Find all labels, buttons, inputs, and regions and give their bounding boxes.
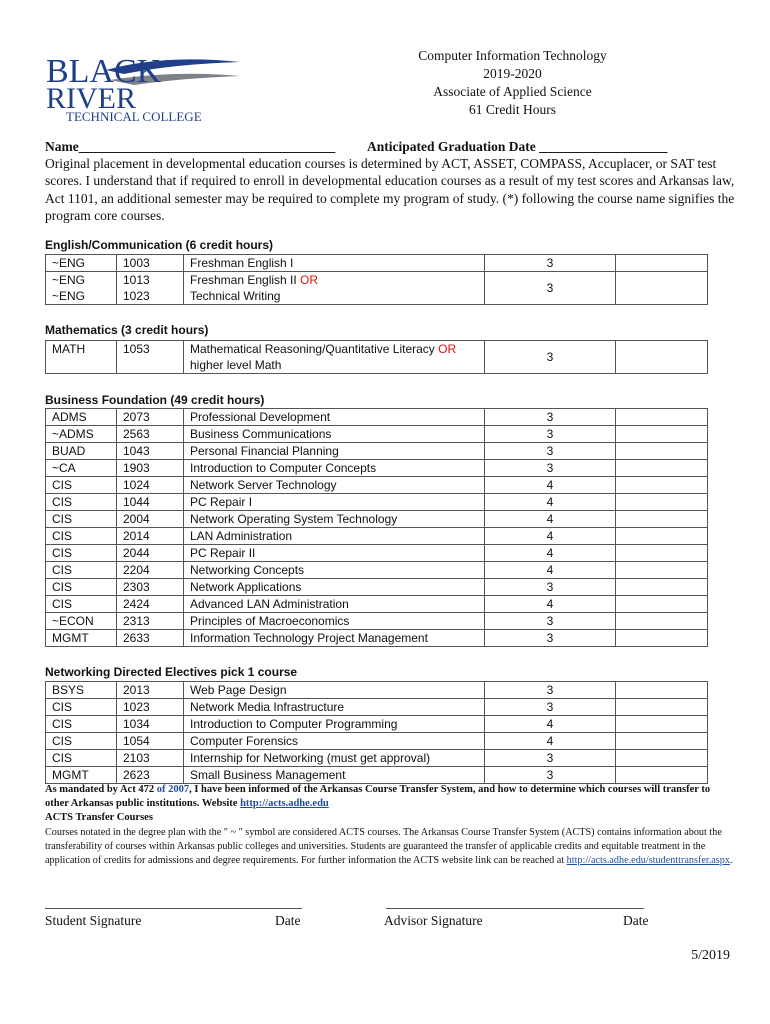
- course-prefix: CIS: [46, 596, 117, 613]
- course-prefix: MATH: [46, 341, 117, 374]
- course-number: 1023: [117, 699, 184, 716]
- course-prefix: [46, 272, 117, 305]
- course-prefix: ~ADMS: [46, 426, 117, 443]
- course-name: [184, 341, 485, 374]
- grade-cell[interactable]: [616, 528, 708, 545]
- course-name: Principles of Macroeconomics: [184, 613, 485, 630]
- course-prefix-b: ~ENG: [52, 289, 86, 303]
- table-row: [46, 767, 708, 784]
- course-prefix: ~ECON: [46, 613, 117, 630]
- math-table: [45, 340, 708, 374]
- grade-cell[interactable]: [616, 682, 708, 699]
- course-name: Networking Concepts: [184, 562, 485, 579]
- course-prefix: CIS: [46, 733, 117, 750]
- course-name: Personal Financial Planning: [184, 443, 485, 460]
- table-row: [46, 682, 708, 699]
- grade-cell[interactable]: [616, 426, 708, 443]
- course-credits: 3: [485, 699, 616, 716]
- course-credits: 3: [485, 460, 616, 477]
- math-section-title: Mathematics (3 credit hours): [45, 323, 209, 337]
- course-number: 1034: [117, 716, 184, 733]
- grade-cell[interactable]: [616, 511, 708, 528]
- course-credits: 4: [485, 716, 616, 733]
- student-signature-line[interactable]: [45, 908, 302, 909]
- grade-cell[interactable]: [616, 767, 708, 784]
- course-prefix: CIS: [46, 494, 117, 511]
- course-credits: 3: [485, 579, 616, 596]
- course-credits: 4: [485, 511, 616, 528]
- table-row: [46, 477, 708, 494]
- table-row: [46, 528, 708, 545]
- student-date-label: Date: [275, 913, 301, 928]
- course-number: 1054: [117, 733, 184, 750]
- table-row: [46, 409, 708, 426]
- grade-cell[interactable]: [616, 272, 708, 305]
- act-text-before: As mandated by Act 472: [45, 784, 157, 795]
- course-credits: 3: [485, 682, 616, 699]
- course-number: 2004: [117, 511, 184, 528]
- course-number: 1903: [117, 460, 184, 477]
- course-name: Network Server Technology: [184, 477, 485, 494]
- grade-cell[interactable]: [616, 255, 708, 272]
- table-row: [46, 613, 708, 630]
- course-prefix: CIS: [46, 716, 117, 733]
- course-prefix: CIS: [46, 528, 117, 545]
- act-year: of 2007: [156, 784, 190, 795]
- program-header: [360, 47, 665, 119]
- table-row: [46, 426, 708, 443]
- table-row: [46, 579, 708, 596]
- course-prefix: ~ENG: [46, 255, 117, 272]
- or-label: OR: [300, 273, 319, 287]
- or-label: OR: [438, 342, 457, 356]
- table-row: [46, 511, 708, 528]
- grade-cell[interactable]: [616, 341, 708, 374]
- course-number: 2014: [117, 528, 184, 545]
- course-number-b: 1023: [123, 289, 150, 303]
- program-degree: Associate of Applied Science: [433, 84, 592, 99]
- table-row: [46, 562, 708, 579]
- business-table: [45, 408, 708, 647]
- course-credits: 4: [485, 733, 616, 750]
- course-name: Information Technology Project Management: [184, 630, 485, 647]
- course-credits: 3: [485, 750, 616, 767]
- course-number: 1024: [117, 477, 184, 494]
- act-text-after: , I have been informed of the Arkansas Course Transfer System, and how to determine which courses will transfer to other Arkansas public institutions. Website: [45, 784, 711, 809]
- course-credits: 3: [485, 767, 616, 784]
- english-table: [45, 254, 708, 305]
- grade-cell[interactable]: [616, 716, 708, 733]
- course-credits: 3: [485, 630, 616, 647]
- grade-cell[interactable]: [616, 460, 708, 477]
- grade-cell[interactable]: [616, 579, 708, 596]
- course-credits: 4: [485, 562, 616, 579]
- course-name: Network Operating System Technology: [184, 511, 485, 528]
- acts-body: [45, 826, 735, 868]
- acts-transfer-link[interactable]: http://acts.adhe.edu/studenttransfer.aspx: [566, 855, 730, 866]
- course-credits: 4: [485, 494, 616, 511]
- table-row: [46, 255, 708, 272]
- course-name: [184, 272, 485, 305]
- grade-cell[interactable]: [616, 477, 708, 494]
- intro-paragraph: Original placement in developmental education courses is determined by ACT, ASSET, COMPASS, Accuplacer, or SAT test scores. I understand that if required to enroll in developmental education courses as a result of my test scores and Arkansas law, Act 1101, an additional semester may be required to complete my program of study. (*) following the course name signifies the program core courses.: [45, 156, 735, 224]
- course-prefix: MGMT: [46, 630, 117, 647]
- grade-cell[interactable]: [616, 733, 708, 750]
- course-name: Small Business Management: [184, 767, 485, 784]
- course-number: [117, 272, 184, 305]
- table-row: [46, 750, 708, 767]
- course-prefix: CIS: [46, 750, 117, 767]
- course-name: Professional Development: [184, 409, 485, 426]
- course-name: PC Repair I: [184, 494, 485, 511]
- course-prefix: CIS: [46, 477, 117, 494]
- advisor-date-label: Date: [623, 913, 649, 928]
- course-credits: 4: [485, 596, 616, 613]
- course-credits: 3: [485, 426, 616, 443]
- course-credits: 4: [485, 477, 616, 494]
- act-statement: [45, 783, 735, 811]
- course-number: 2013: [117, 682, 184, 699]
- course-prefix: ~CA: [46, 460, 117, 477]
- grade-cell[interactable]: [616, 613, 708, 630]
- grade-cell[interactable]: [616, 443, 708, 460]
- course-name: Network Applications: [184, 579, 485, 596]
- course-prefix: CIS: [46, 562, 117, 579]
- acts-body-text: Courses notated in the degree plan with the " ~ " symbol are considered ACTS courses. The Arkansas Course Transfer System (ACTS) contains information about the transferability of courses within Arkansas public colleges and universities. Students are guaranteed the transfer of applicable credits and equitable treatment in the application of credits for admissions and degree requirements. For further information the ACTS website link can be reached at: [45, 827, 722, 866]
- course-number: 2073: [117, 409, 184, 426]
- table-row: [46, 341, 708, 374]
- course-name-a: Mathematical Reasoning/Quantitative Literacy: [190, 342, 439, 356]
- course-name: Web Page Design: [184, 682, 485, 699]
- course-prefix: CIS: [46, 545, 117, 562]
- course-prefix: CIS: [46, 579, 117, 596]
- course-credits: 3: [485, 443, 616, 460]
- acts-body-end: .: [729, 855, 733, 866]
- table-row: [46, 733, 708, 750]
- course-number: 2103: [117, 750, 184, 767]
- logo-text-college: TECHNICAL COLLEGE: [66, 109, 202, 124]
- course-prefix: BSYS: [46, 682, 117, 699]
- advisor-signature-line[interactable]: [386, 908, 644, 909]
- course-number: 2623: [117, 767, 184, 784]
- table-row: [46, 272, 708, 305]
- table-row: [46, 545, 708, 562]
- course-number: 2563: [117, 426, 184, 443]
- grade-cell[interactable]: [616, 699, 708, 716]
- table-row: [46, 443, 708, 460]
- course-credits: 4: [485, 545, 616, 562]
- course-number-a: 1013: [123, 273, 150, 287]
- logo-text-river: RIVER: [46, 82, 136, 115]
- course-name: Freshman English I: [184, 255, 485, 272]
- course-credits: 3: [485, 255, 616, 272]
- table-row: [46, 716, 708, 733]
- name-line: [45, 139, 735, 155]
- student-signature-label: Student Signature: [45, 913, 142, 928]
- table-row: [46, 460, 708, 477]
- course-number: 2633: [117, 630, 184, 647]
- program-credits: 61 Credit Hours: [469, 102, 556, 117]
- english-section-title: English/Communication (6 credit hours): [45, 238, 274, 252]
- course-credits: 3: [485, 613, 616, 630]
- electives-section-title: Networking Directed Electives pick 1 course: [45, 665, 298, 679]
- grade-cell[interactable]: [616, 409, 708, 426]
- grade-cell[interactable]: [616, 596, 708, 613]
- acts-website-link[interactable]: http://acts.adhe.edu: [240, 798, 329, 809]
- graduation-date-field[interactable]: Anticipated Graduation Date ___________________: [367, 139, 668, 154]
- program-years: 2019-2020: [483, 66, 542, 81]
- college-logo: [44, 52, 244, 124]
- advisor-signature-label: Advisor Signature: [384, 913, 483, 928]
- course-name: LAN Administration: [184, 528, 485, 545]
- table-row: [46, 494, 708, 511]
- course-prefix: ADMS: [46, 409, 117, 426]
- course-name: PC Repair II: [184, 545, 485, 562]
- course-number: 2044: [117, 545, 184, 562]
- course-name: Computer Forensics: [184, 733, 485, 750]
- grade-cell[interactable]: [616, 750, 708, 767]
- course-name: Internship for Networking (must get approval): [184, 750, 485, 767]
- course-name: Network Media Infrastructure: [184, 699, 485, 716]
- course-credits: 3: [485, 272, 616, 305]
- course-credits: 3: [485, 341, 616, 374]
- course-number: 2303: [117, 579, 184, 596]
- course-number: 1003: [117, 255, 184, 272]
- course-name-b: Technical Writing: [190, 289, 281, 303]
- course-name: Business Communications: [184, 426, 485, 443]
- course-name: Advanced LAN Administration: [184, 596, 485, 613]
- course-name: Introduction to Computer Concepts: [184, 460, 485, 477]
- course-prefix: BUAD: [46, 443, 117, 460]
- grade-cell[interactable]: [616, 545, 708, 562]
- name-field[interactable]: Name______________________________________: [45, 139, 336, 154]
- table-row: [46, 596, 708, 613]
- grade-cell[interactable]: [616, 630, 708, 647]
- course-name: Introduction to Computer Programming: [184, 716, 485, 733]
- course-number: 2313: [117, 613, 184, 630]
- grade-cell[interactable]: [616, 494, 708, 511]
- acts-title: ACTS Transfer Courses: [45, 812, 153, 823]
- course-credits: 4: [485, 528, 616, 545]
- table-row: [46, 699, 708, 716]
- electives-table: [45, 681, 708, 784]
- course-name-a: Freshman English II: [190, 273, 301, 287]
- course-prefix: MGMT: [46, 767, 117, 784]
- program-name: Computer Information Technology: [418, 48, 607, 63]
- revision-date: 5/2019: [691, 948, 730, 963]
- course-number: 2424: [117, 596, 184, 613]
- course-number: 1043: [117, 443, 184, 460]
- grade-cell[interactable]: [616, 562, 708, 579]
- course-number: 2204: [117, 562, 184, 579]
- course-number: 1053: [117, 341, 184, 374]
- logo-text-black: BLACK: [46, 53, 162, 90]
- business-section-title: Business Foundation (49 credit hours): [45, 393, 265, 407]
- course-name-b: higher level Math: [190, 358, 282, 372]
- table-row: [46, 630, 708, 647]
- course-prefix: CIS: [46, 511, 117, 528]
- course-number: 1044: [117, 494, 184, 511]
- course-prefix-a: ~ENG: [52, 273, 86, 287]
- course-prefix: CIS: [46, 699, 117, 716]
- course-credits: 3: [485, 409, 616, 426]
